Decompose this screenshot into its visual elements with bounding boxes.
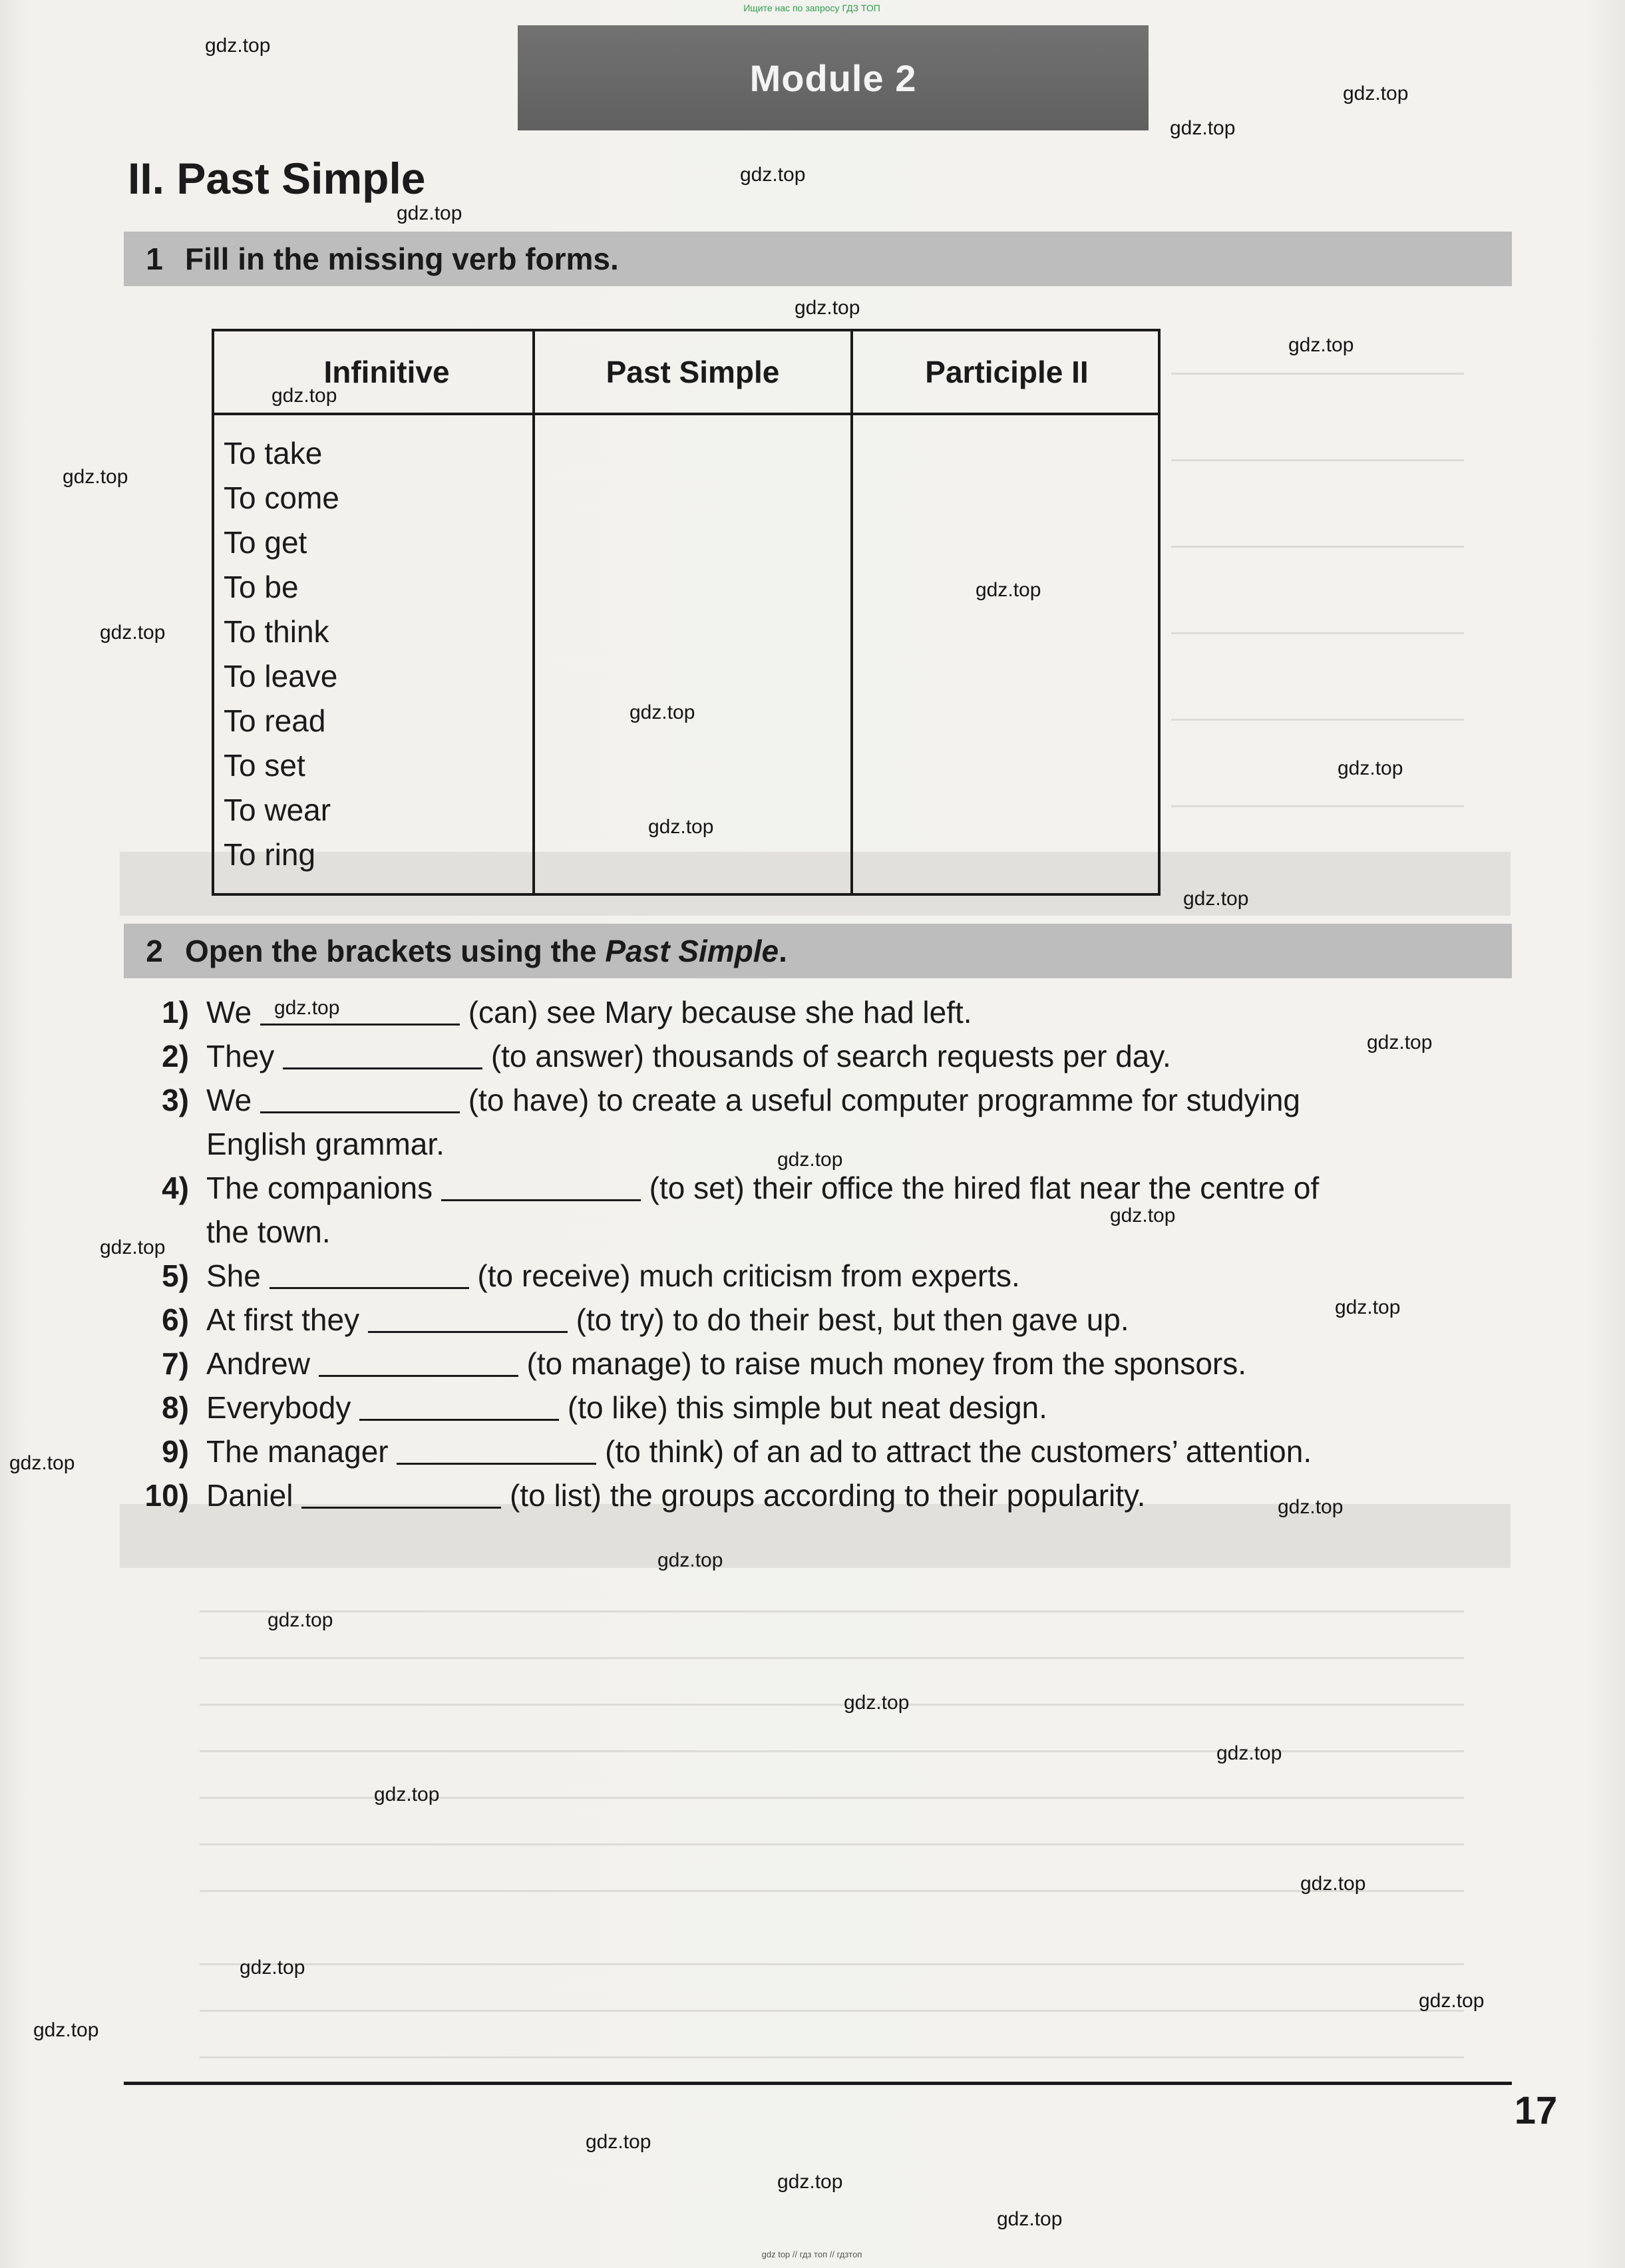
answer-blank[interactable] xyxy=(359,1392,559,1421)
watermark: gdz.top xyxy=(1183,888,1249,910)
participle-column[interactable] xyxy=(850,331,1161,893)
watermark: gdz.top xyxy=(205,35,271,57)
infinitive-cell: To take xyxy=(224,436,323,471)
watermark: gdz.top xyxy=(777,1149,843,1171)
infinitive-cell: To wear xyxy=(224,793,331,827)
answer-blank[interactable] xyxy=(368,1304,568,1333)
item-number: 10) xyxy=(144,1478,189,1513)
watermark: gdz.top xyxy=(740,164,806,186)
watermark: gdz.top xyxy=(1343,83,1409,104)
exercise-item xyxy=(124,1078,1521,1122)
item-number xyxy=(124,1122,189,1166)
task2-instruction: Open the brackets using the Past Simple. xyxy=(185,934,787,968)
item-lead: the town. xyxy=(206,1215,331,1249)
item-lead: We xyxy=(206,1083,252,1117)
item-rest: (to answer) thousands of search requests per day. xyxy=(490,1039,1171,1073)
item-lead: Daniel xyxy=(206,1478,293,1513)
infinitive-cell: To leave xyxy=(224,659,338,693)
item-rest: (to think) of an ad to attract the customers’ attention. xyxy=(605,1434,1312,1469)
item-lead: The companions xyxy=(206,1171,433,1205)
module-banner xyxy=(518,25,1149,130)
item-lead: They xyxy=(206,1039,275,1073)
answer-blank[interactable] xyxy=(319,1348,518,1377)
answer-blank[interactable] xyxy=(441,1172,641,1201)
watermark: gdz.top xyxy=(33,2019,99,2041)
footer-rule xyxy=(124,2082,1512,2085)
task2-header xyxy=(124,924,1512,978)
item-lead: English grammar. xyxy=(206,1127,445,1161)
item-rest: (to list) the groups according to their popularity. xyxy=(509,1478,1146,1513)
item-number: 8) xyxy=(162,1390,189,1425)
page-number: 17 xyxy=(1514,2088,1558,2132)
watermark: gdz.top xyxy=(844,1692,910,1714)
past-simple-header: Past Simple xyxy=(535,331,850,415)
infinitive-cell: To set xyxy=(224,748,305,783)
item-number: 1) xyxy=(162,995,189,1030)
watermark: gdz.top xyxy=(9,1452,75,1474)
infinitive-header: Infinitive xyxy=(214,331,532,415)
instruction-emphasis: Past Simple xyxy=(605,934,779,968)
item-number: 3) xyxy=(162,1083,189,1117)
item-number: 7) xyxy=(162,1346,189,1381)
watermark: gdz.top xyxy=(657,1549,723,1571)
watermark: gdz.top xyxy=(1300,1873,1366,1895)
top-note: Ищите нас по запросу ГДЗ ТОП xyxy=(743,3,880,13)
infinitive-cell: To ring xyxy=(224,837,316,872)
watermark: gdz.top xyxy=(976,579,1041,601)
exercise-item xyxy=(124,1034,1521,1078)
item-lead: The manager xyxy=(206,1434,389,1469)
watermark: gdz.top xyxy=(271,385,337,407)
watermark: gdz.top xyxy=(777,2171,843,2193)
watermark: gdz.top xyxy=(1367,1032,1433,1053)
watermark: gdz.top xyxy=(1419,1990,1485,2012)
exercise-item xyxy=(124,1386,1521,1429)
item-rest: (to manage) to raise much money from the sponsors. xyxy=(526,1346,1247,1381)
watermark: gdz.top xyxy=(374,1784,440,1805)
infinitive-column xyxy=(214,331,532,893)
watermark: gdz.top xyxy=(1338,757,1403,779)
item-rest: (to have) to create a useful computer programme for studying xyxy=(468,1083,1300,1117)
infinitive-cell: To be xyxy=(224,570,299,604)
item-lead: She xyxy=(206,1258,261,1293)
watermark: gdz.top xyxy=(648,816,714,838)
item-rest: (to receive) much criticism from experts. xyxy=(477,1258,1020,1293)
item-number: 5) xyxy=(162,1258,189,1293)
item-rest: (to set) their office the hired flat near the centre of xyxy=(649,1171,1320,1205)
item-number: 6) xyxy=(162,1302,189,1337)
task1-header xyxy=(124,232,1512,286)
item-lead: At first they xyxy=(206,1302,360,1337)
item-rest: (can) see Mary because she had left. xyxy=(468,995,972,1030)
participle-header: Participle II xyxy=(853,331,1161,415)
item-number: 9) xyxy=(162,1434,189,1469)
exercise-list xyxy=(124,990,1521,1517)
item-lead: Andrew xyxy=(206,1346,310,1381)
exercise-item-continuation xyxy=(124,1210,1521,1254)
exercise-item xyxy=(124,1342,1521,1386)
infinitive-cell: To think xyxy=(224,614,329,649)
watermark: gdz.top xyxy=(795,297,860,319)
watermark: gdz.top xyxy=(240,1957,305,1979)
watermark: gdz.top xyxy=(1216,1742,1282,1764)
item-number: 4) xyxy=(162,1171,189,1205)
watermark: gdz.top xyxy=(268,1609,333,1631)
infinitive-list xyxy=(214,415,532,877)
watermark: gdz.top xyxy=(1278,1496,1344,1518)
exercise-item xyxy=(124,1429,1521,1473)
watermark: gdz.top xyxy=(274,997,340,1019)
watermark: gdz.top xyxy=(630,701,695,723)
item-rest: (to like) this simple but neat design. xyxy=(567,1390,1047,1425)
watermark: gdz.top xyxy=(1110,1205,1176,1227)
task1-instruction: Fill in the missing verb forms. xyxy=(185,242,619,276)
exercise-item xyxy=(124,1254,1521,1298)
infinitive-cell: To come xyxy=(224,480,339,515)
watermark: gdz.top xyxy=(100,622,166,644)
watermark: gdz.top xyxy=(1170,117,1236,139)
task1-number: 1 xyxy=(146,242,163,276)
answer-blank[interactable] xyxy=(270,1260,469,1289)
watermark: gdz.top xyxy=(586,2131,651,2153)
item-lead: Everybody xyxy=(206,1390,351,1425)
item-number: 2) xyxy=(162,1039,189,1073)
watermark: gdz.top xyxy=(997,2208,1063,2230)
answer-blank[interactable] xyxy=(397,1435,596,1465)
answer-blank[interactable] xyxy=(260,1084,460,1113)
watermark: gdz.top xyxy=(1288,334,1354,356)
bottom-note: gdz top // гдз топ // гдзтоп xyxy=(761,2249,862,2259)
watermark: gdz.top xyxy=(1335,1296,1401,1318)
infinitive-cell: To read xyxy=(224,703,326,738)
task2-number: 2 xyxy=(146,934,163,968)
verb-forms-table xyxy=(212,329,1161,896)
watermark: gdz.top xyxy=(397,202,462,224)
section-title: II. Past Simple xyxy=(128,154,426,203)
module-title: Module 2 xyxy=(749,57,917,99)
item-rest: (to try) to do their best, but then gave up. xyxy=(576,1302,1129,1337)
item-lead: We xyxy=(206,995,252,1030)
infinitive-cell: To get xyxy=(224,525,307,560)
answer-blank[interactable] xyxy=(283,1040,482,1069)
exercise-item xyxy=(124,1166,1521,1210)
answer-blank[interactable] xyxy=(301,1479,501,1509)
watermark: gdz.top xyxy=(100,1236,166,1258)
exercise-item xyxy=(124,1298,1521,1342)
past-simple-column[interactable] xyxy=(532,331,850,893)
watermark: gdz.top xyxy=(63,466,128,488)
